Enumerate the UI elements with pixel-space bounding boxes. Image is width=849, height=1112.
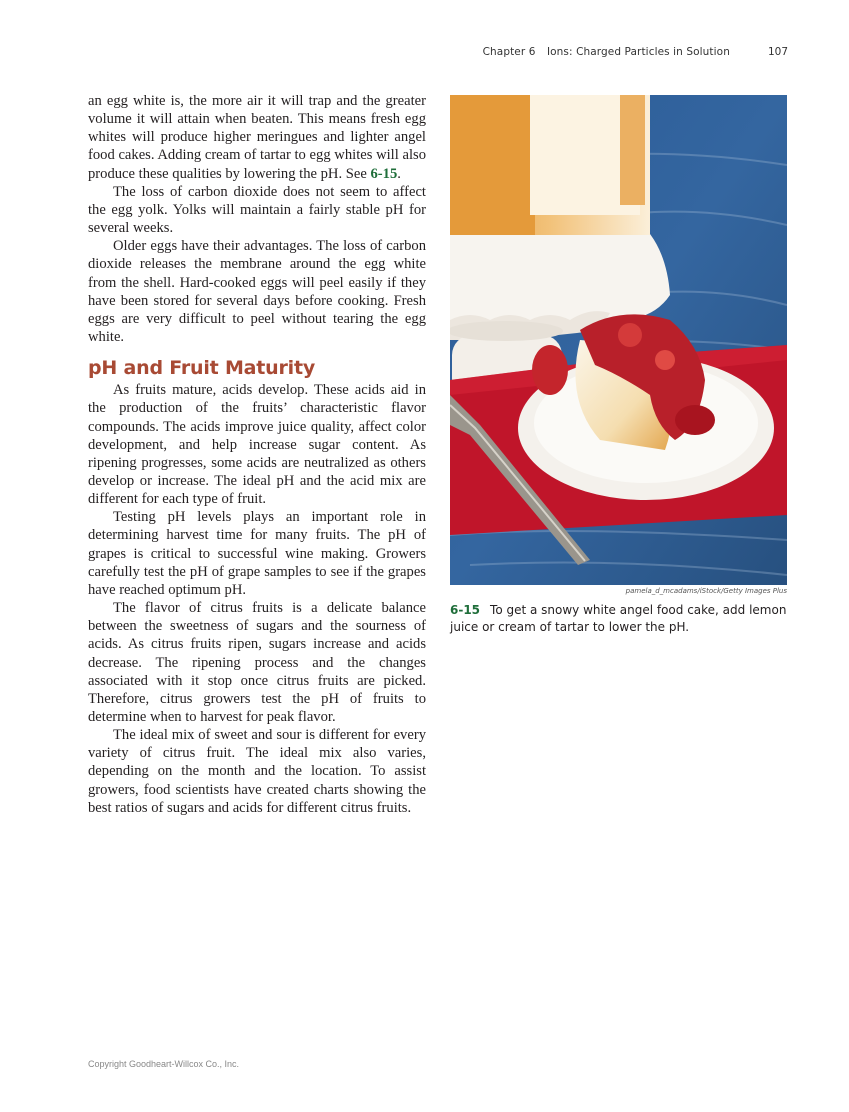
copyright-notice: Copyright Goodheart-Willcox Co., Inc. (88, 1059, 240, 1069)
figure-photo (450, 95, 787, 585)
paragraph-end: . (397, 165, 401, 182)
body-column (88, 92, 426, 817)
paragraph: Testing pH levels plays an important role in determining harvest time for many fruits. The pH of grapes is critical to successful wine making. Growers carefully test the pH of grape samples to see if the grapes have reached optimum pH. (88, 509, 426, 598)
running-head (440, 46, 788, 58)
angel-food-cake-photo (450, 95, 787, 585)
paragraph-text: an egg white is, the more air it will trap and the greater volume it will attain when beaten. This means fresh egg whites will produce higher meringues and lighter angel food cakes. Adding cream of tartar to egg whites will also produce these qualities by lowering the pH. See (88, 93, 426, 182)
caption-text: To get a snowy white angel food cake, add lemon juice or cream of tartar to lower the pH. (450, 603, 787, 634)
figure-reference-link[interactable]: 6-15 (370, 165, 398, 182)
paragraph (88, 92, 426, 183)
paragraph: The ideal mix of sweet and sour is different for every variety of citrus fruit. The ideal mix also varies, depending on the month and the location. To assist growers, food scientists have created charts showing the best ratios of sugars and acids for different citrus fruits. (88, 727, 426, 816)
paragraph: The flavor of citrus fruits is a delicate balance between the sweetness of sugars and the sourness of acids. As citrus fruits ripen, sugars increase and acids decrease. The ripening process and the changes associated with it stop once citrus fruits are picked. Therefore, citrus growers test the pH of fruits to determine when to harvest for peak flavor. (88, 600, 426, 725)
page-number: 107 (767, 46, 788, 58)
chapter-label: Chapter 6 (482, 46, 536, 58)
paragraph: Older eggs have their advantages. The loss of carbon dioxide releases the membrane around the egg white from the shell. Hard-cooked eggs will peel easily if they have been stored for several days before cooking. Fresh eggs are very difficult to peel without tearing the egg white. (88, 238, 426, 346)
paragraph: The loss of carbon dioxide does not seem to affect the egg yolk. Yolks will maintain a fairly stable pH for several weeks. (88, 183, 426, 237)
chapter-heading (483, 46, 730, 58)
figure-number: 6-15 (450, 603, 481, 617)
section-heading: pH and Fruit Maturity (88, 357, 316, 380)
photo-credit: pamela_d_mcadams/iStock/Getty Images Plus (625, 587, 787, 595)
figure-caption (450, 602, 790, 636)
chapter-title: Ions: Charged Particles in Solution (546, 46, 730, 58)
paragraph: As fruits mature, acids develop. These acids aid in the production of the fruits’ characteristic flavor compounds. The acids improve juice quality, affect color development, and help increase sugar content. As ripening progresses, some acids are neutralized as others develop or increase. The ideal pH and the acid mix are different for each type of fruit. (88, 382, 426, 508)
